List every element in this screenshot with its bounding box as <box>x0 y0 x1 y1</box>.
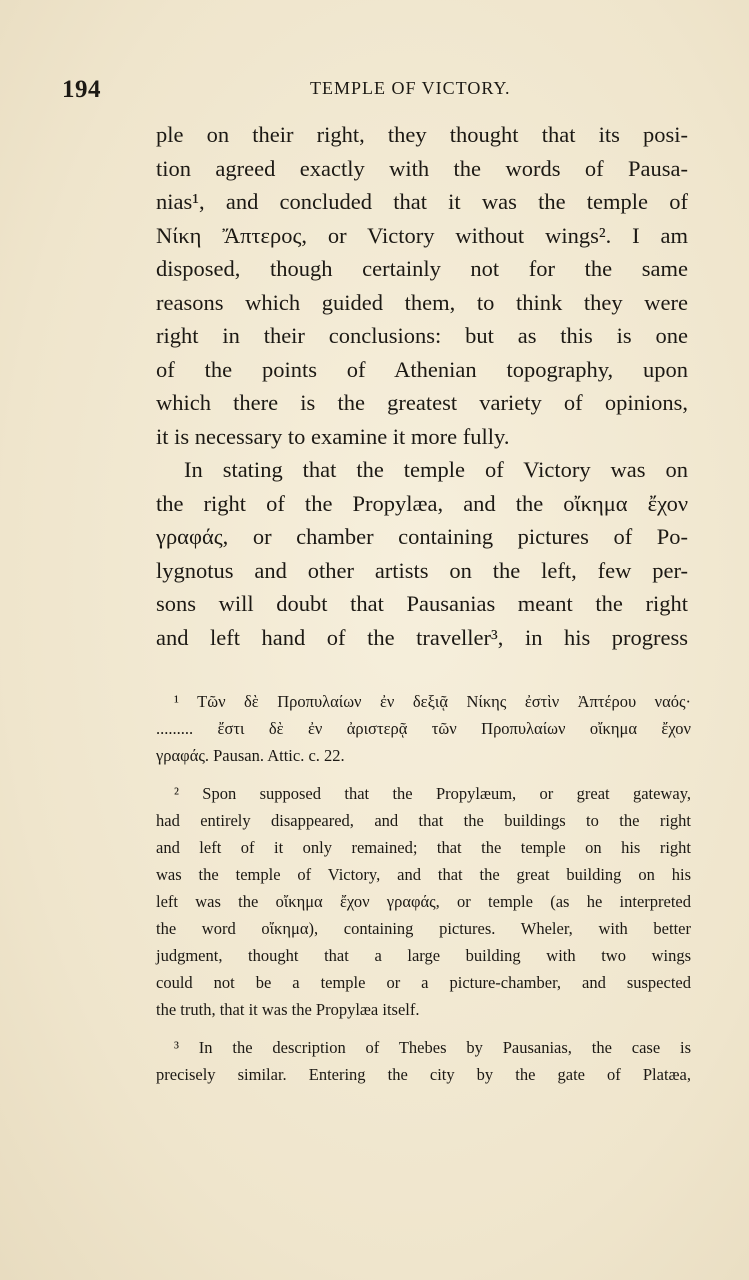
text-line: Νίκη Ἄπτερος, or Victory without wings². I am <box>156 222 688 248</box>
text-line: disposed, though certainly not for the same <box>156 256 688 281</box>
text-line: In stating that the temple of Victory was on <box>184 457 688 482</box>
page-header <box>62 72 702 108</box>
footnote-line: γραφάς. Pausan. Attic. c. 22. <box>156 746 345 765</box>
footnote-line: the truth, that it was the Propylæa itself. <box>156 1000 420 1019</box>
text-line: lygnotus and other artists on the left, few per- <box>156 557 688 583</box>
text-line: ple on their right, they thought that its posi- <box>156 122 688 147</box>
text-line: γραφάς, or chamber containing pictures of Po- <box>156 524 688 549</box>
footnote-3 <box>156 1034 691 1088</box>
text-line: and left hand of the traveller³, in his progress <box>156 624 688 650</box>
footnote-line: precisely similar. Entering the city by the gate of Platæa, <box>156 1065 691 1084</box>
text-line: tion agreed exactly with the words of Pausa- <box>156 155 688 181</box>
page-number: 194 <box>62 76 101 103</box>
text-line: right in their conclusions: but as this is one <box>156 323 688 348</box>
footnote-line: could not be a temple or a picture-chamber, and suspected <box>156 973 691 992</box>
footnote-line: and left of it only remained; that the temple on his right <box>156 838 691 857</box>
text-line: nias¹, and concluded that it was the temple of <box>156 189 688 214</box>
footnote-line: ³ In the description of Thebes by Pausanias, the case is <box>174 1038 691 1057</box>
footnote-2 <box>156 780 691 1023</box>
footnote-line: left was the οἴκημα ἔχον γραφάς, or temple (as he interpreted <box>156 892 691 911</box>
footnote-line: ......... ἔστι δὲ ἐν ἀριστερᾷ τῶν Προπυλαίων οἴκημα ἔχον <box>156 719 691 738</box>
main-text <box>156 118 688 654</box>
footnote-line: ² Spon supposed that the Propylæum, or great gateway, <box>174 784 691 803</box>
text-line: reasons which guided them, to think they were <box>156 289 688 315</box>
footnote-line: the word οἴκημα), containing pictures. Wheler, with better <box>156 919 691 938</box>
text-line: sons will doubt that Pausanias meant the right <box>156 591 688 616</box>
text-line: of the points of Athenian topography, upon <box>156 356 688 382</box>
running-head: TEMPLE OF VICTORY. <box>310 78 511 98</box>
footnote-line: was the temple of Victory, and that the great building on his <box>156 865 691 884</box>
text-line: the right of the Propylæa, and the οἴκημα ἔχον <box>156 490 688 516</box>
footnotes <box>156 688 691 1088</box>
footnote-line: judgment, thought that a large building with two wings <box>156 946 691 965</box>
footnote-line: had entirely disappeared, and that the buildings to the right <box>156 811 691 830</box>
text-line: it is necessary to examine it more fully. <box>156 423 510 449</box>
footnote-line: ¹ Τῶν δὲ Προπυλαίων ἐν δεξιᾷ Νίκης ἐστὶν Ἀπτέρου ναός· <box>174 692 691 711</box>
text-line: which there is the greatest variety of opinions, <box>156 390 688 415</box>
footnote-1 <box>156 688 691 769</box>
